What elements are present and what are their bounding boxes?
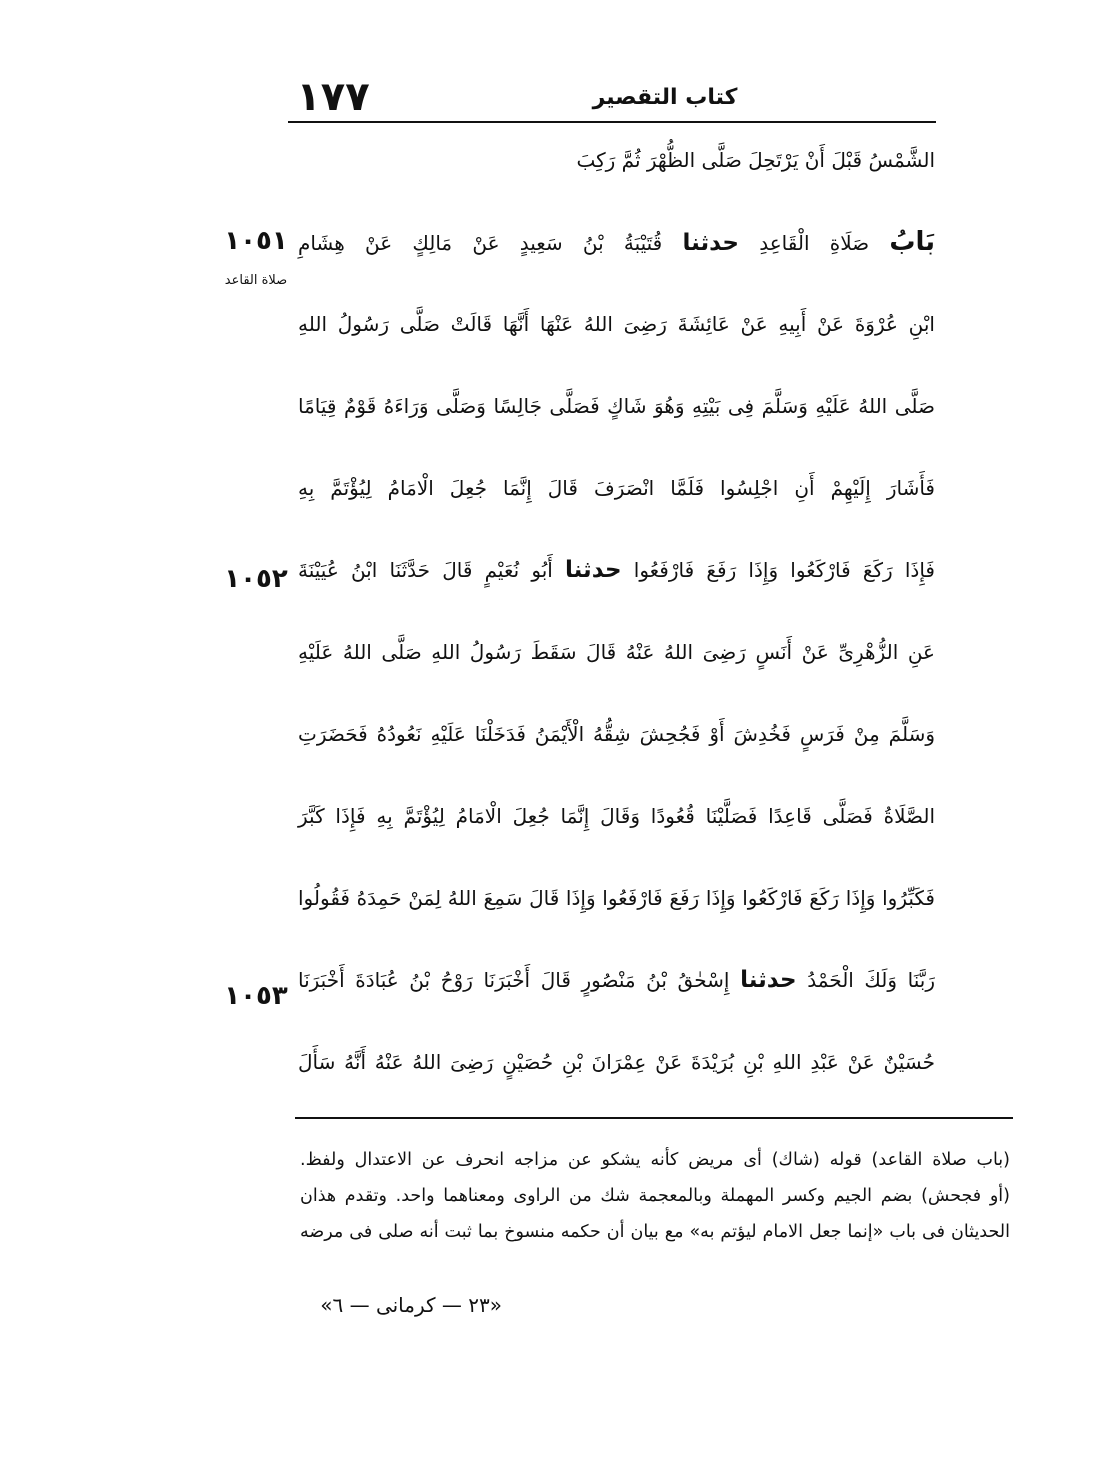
footnote-line-1: (باب صلاة القاعد) قوله (شاك) أى مريض كأنه يشكو عن مزاجه انحرف عن الاعتدال ولفظ. <box>300 1150 1010 1170</box>
text-segment: فَكَبِّرُوا وَإِذَا رَكَعَ فَارْكَعُوا وَإِذَا رَفَعَ فَارْفَعُوا وَإِذَا قَالَ سَمِعَ اللهُ لِمَنْ حَمِدَهُ فَقُولُوا <box>298 886 935 910</box>
running-title: كتاب التقصير <box>592 85 738 110</box>
text-segment: وَسَلَّمَ مِنْ فَرَسٍ فَخُدِشَ أَوْ فَجُحِشَ شِقُّهُ الْأَيْمَنُ فَدَخَلْنَا عَلَيْهِ نَعُودُهُ فَحَضَرَتِ <box>298 722 935 746</box>
text-segment: صَلَّى اللهُ عَلَيْهِ وَسَلَّمَ فِى بَيْتِهِ وَهُوَ شَاكٍ فَصَلَّى جَالِسًا وَصَلَّى وَرَاءَهُ قَوْمٌ قِيَامًا <box>298 394 935 418</box>
text-line-3 <box>295 283 935 365</box>
text-line-6 <box>295 529 935 611</box>
footnote-rule <box>295 1117 1013 1119</box>
text-segment: فَإِذَا رَكَعَ فَارْكَعُوا وَإِذَا رَفَعَ فَارْفَعُوا <box>633 558 935 582</box>
text-line-1 <box>295 119 935 201</box>
text-segment: حُسَيْنٌ عَنْ عَبْدِ اللهِ بْنِ بُرَيْدَةَ عَنْ عِمْرَانَ بْنِ حُصَيْنٍ رَضِىَ اللهُ عَنْهُ أَنَّهُ سَأَلَ <box>298 1050 935 1074</box>
text-line-8 <box>295 693 935 775</box>
chapter-title: صَلَاةِ الْقَاعِدِ <box>759 231 870 255</box>
haddathana-marker: حدثنا <box>682 230 739 256</box>
hadith-number-1052: ١٠٥٢ <box>224 564 288 594</box>
text-line-2 <box>295 201 935 283</box>
page-number: ١٧٧ <box>296 74 370 120</box>
text-segment: عَنِ الزُّهْرِىِّ عَنْ أَنَسٍ رَضِىَ اللهُ عَنْهُ قَالَ سَقَطَ رَسُولُ اللهِ صَلَّى اللهُ عَلَيْهِ <box>298 640 935 664</box>
footnote-line-2: (أو فجحش) بضم الجيم وكسر المهملة وبالمعجمة شك من الراوى ومعناهما واحد. وتقدم هذان <box>300 1186 1010 1206</box>
text-segment: ابْنِ عُرْوَةَ عَنْ أَبِيهِ عَنْ عَائِشَةَ رَضِىَ اللهُ عَنْهَا أَنَّهَا قَالَتْ صَلَّى رَسُولُ اللهِ <box>298 312 935 336</box>
haddathana-marker: حدثنا <box>565 557 622 583</box>
haddathana-marker: حدثنا <box>740 967 797 993</box>
text-line-10 <box>295 857 935 939</box>
hadith-number-1053: ١٠٥٣ <box>224 981 288 1011</box>
text-line-4 <box>295 365 935 447</box>
footnote-line-3: الحديثان فى باب «إنما جعل الامام ليؤتم به» مع بيان أن حكمه منسوخ بما ثبت أنه صلى فى مرضه <box>300 1222 1010 1242</box>
text-segment: قُتَيْبَةُ بْنُ سَعِيدٍ عَنْ مَالِكٍ عَنْ هِشَامِ <box>297 231 663 255</box>
text-line-11 <box>295 939 935 1021</box>
main-text-block <box>295 119 935 1103</box>
text-segment: أَبُو نُعَيْمٍ قَالَ حَدَّثَنَا ابْنُ عُيَيْنَةَ <box>297 558 553 582</box>
text-segment: رَبَّنَا وَلَكَ الْحَمْدُ <box>807 968 935 992</box>
text-line-7 <box>295 611 935 693</box>
text-segment: إِسْحٰقُ بْنُ مَنْصُورٍ قَالَ أَخْبَرَنَا رَوْحُ بْنُ عُبَادَةَ أَخْبَرَنَا <box>297 968 730 992</box>
text-segment: الشَّمْسُ قَبْلَ أَنْ يَرْتَحِلَ صَلَّى الظُّهْرَ ثُمَّ رَكِبَ <box>576 148 935 172</box>
text-line-12 <box>295 1021 935 1103</box>
text-segment: الصَّلَاةُ فَصَلَّى قَاعِدًا فَصَلَّيْنَا قُعُودًا وَقَالَ إِنَّمَا جُعِلَ الْامَامُ لِيُؤْتَمَّ بِهِ فَإِذَا كَبَّرَ <box>298 804 935 828</box>
text-segment: فَأَشَارَ إِلَيْهِمْ أَنِ اجْلِسُوا فَلَمَّا انْصَرَفَ قَالَ إِنَّمَا جُعِلَ الْامَامُ لِيُؤْتَمَّ بِهِ <box>298 476 935 500</box>
commentary-footnotes <box>297 1142 1010 1250</box>
text-line-9 <box>295 775 935 857</box>
hadith-number-1051: ١٠٥١ <box>224 226 288 256</box>
text-line-5 <box>295 447 935 529</box>
margin-chapter-label: صلاة القاعد <box>224 273 288 288</box>
printer-signature-mark: «٢٣ — كرمانى — ٦» <box>320 1293 502 1317</box>
chapter-heading-bab: بَابُ <box>889 227 935 257</box>
